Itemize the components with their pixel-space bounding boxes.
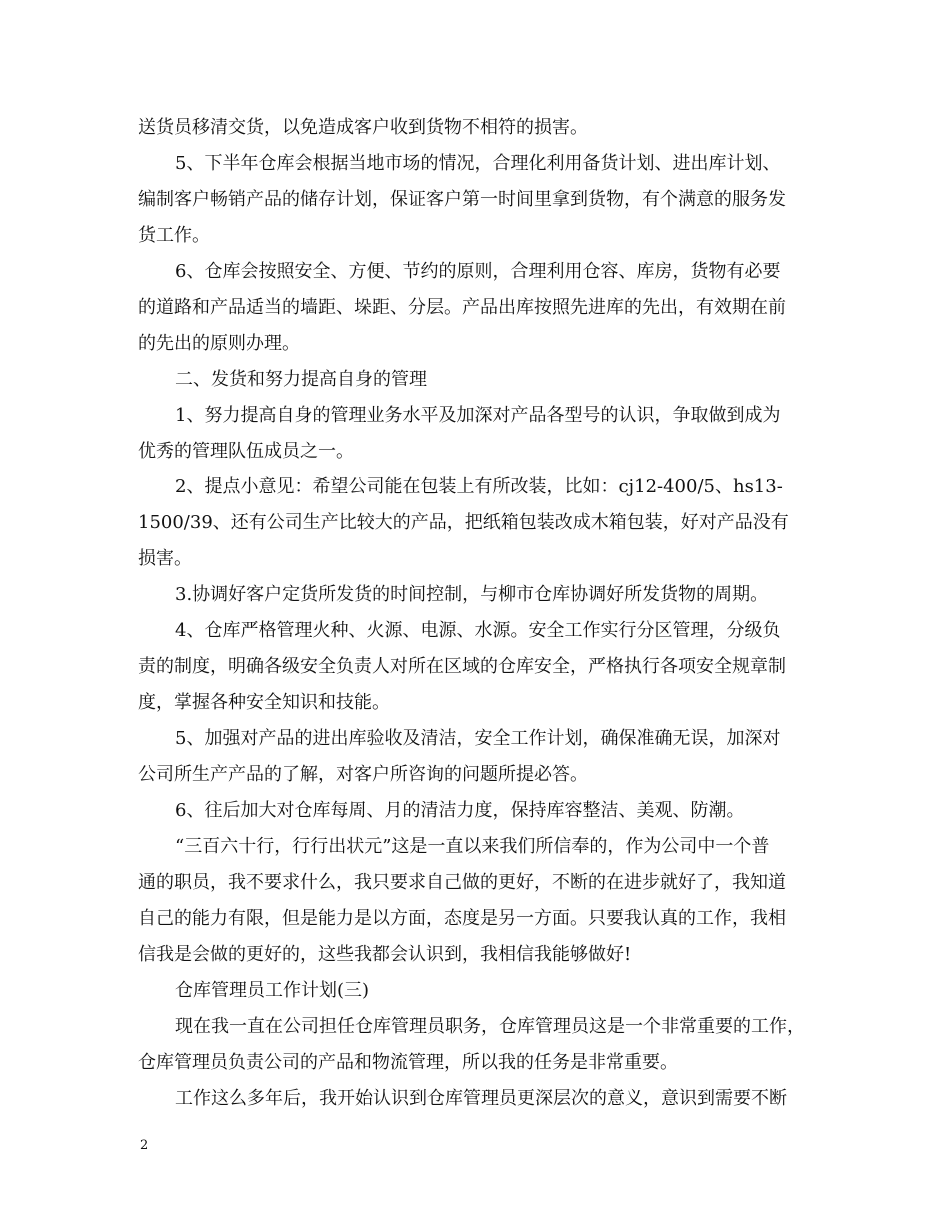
text-line: 现在我一直在公司担任仓库管理员职务，仓库管理员这是一个非常重要的工作，	[175, 1016, 805, 1037]
text-line: 损害。	[138, 548, 192, 569]
text-line: 通的职员，我不要求什么，我只要求自己做的更好，不断的在进步就好了，我知道	[138, 872, 786, 893]
text-line: 的先出的原则办理。	[138, 333, 300, 354]
text-line: 的道路和产品适当的墙距、垛距、分层。产品出库按照先进库的先出，有效期在前	[138, 297, 786, 318]
text-line: 度，掌握各种安全知识和技能。	[138, 692, 390, 713]
text-line: 优秀的管理队伍成员之一。	[138, 441, 354, 462]
text-line: 3.协调好客户定货所发货的时间控制，与柳市仓库协调好所发货物的周期。	[175, 584, 769, 605]
text-line: 公司所生产产品的了解，对客户所咨询的问题所提必答。	[138, 764, 588, 785]
text-line: 5、加强对产品的进出库验收及清洁，安全工作计划，确保准确无误，加深对	[175, 728, 781, 749]
section-heading: 二、发货和努力提高自身的管理	[175, 369, 427, 390]
text-line: 送货员移清交货，以免造成客户收到货物不相符的损害。	[138, 117, 588, 138]
text-line: 5、下半年仓库会根据当地市场的情况，合理化利用备货计划、进出库计划、	[175, 153, 781, 174]
text-line: 责的制度，明确各级安全负责人对所在区域的仓库安全，严格执行各项安全规章制	[138, 656, 786, 677]
text-line: 自己的能力有限，但是能力是以方面，态度是另一方面。只要我认真的工作，我相	[138, 908, 786, 929]
text-line: 4、仓库严格管理火种、火源、电源、水源。安全工作实行分区管理，分级负	[175, 620, 781, 641]
text-line: 1500/39、还有公司生产比较大的产品，把纸箱包装改成木箱包装，好对产品没有	[138, 512, 789, 533]
section-heading: 仓库管理员工作计划(三)	[175, 980, 370, 1001]
text-line: 工作这么多年后，我开始认识到仓库管理员更深层次的意义，意识到需要不断	[175, 1088, 787, 1109]
page-number: 2	[140, 1138, 149, 1153]
text-line: 信我是会做的更好的，这些我都会认识到，我相信我能够做好!	[138, 944, 632, 965]
text-line: “三百六十行，行行出状元”这是一直以来我们所信奉的，作为公司中一个普	[175, 836, 770, 857]
text-line: 编制客户畅销产品的储存计划，保证客户第一时间里拿到货物，有个满意的服务发	[138, 189, 786, 210]
text-line: 6、仓库会按照安全、方便、节约的原则，合理利用仓容、库房，货物有必要	[175, 261, 781, 282]
text-line: 6、往后加大对仓库每周、月的清洁力度，保持库容整洁、美观、防潮。	[175, 800, 745, 821]
text-line: 仓库管理员负责公司的产品和物流管理，所以我的任务是非常重要。	[138, 1052, 678, 1073]
text-line: 2、提点小意见：希望公司能在包装上有所改装，比如：cj12-400/5、hs13-	[175, 476, 783, 497]
text-line: 货工作。	[138, 225, 210, 246]
text-line: 1、努力提高自身的管理业务水平及加深对产品各型号的认识，争取做到成为	[175, 405, 781, 426]
